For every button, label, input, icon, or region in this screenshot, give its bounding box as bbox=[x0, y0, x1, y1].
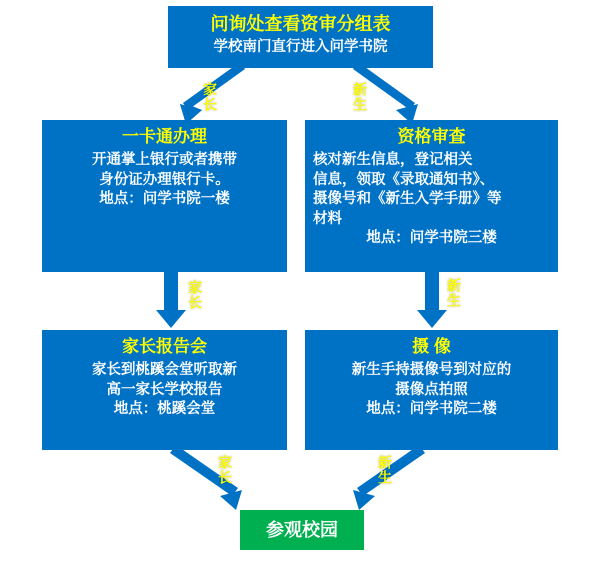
node-body-line: 材料 bbox=[313, 210, 342, 227]
node-body-line: 学校南门直行进入问学书院 bbox=[213, 39, 388, 56]
node-body-line: 家长到桃蹊会堂听取新 bbox=[92, 361, 237, 378]
node-body-line: 地点：问学书院一楼 bbox=[99, 191, 230, 208]
node-body bbox=[176, 38, 425, 58]
arrow-label-top-to-card: 家长 bbox=[202, 82, 218, 112]
node-title: 资格审查 bbox=[397, 127, 466, 146]
node-body bbox=[50, 151, 279, 210]
node-body-line: 新生手持摄像号到对应的 bbox=[351, 361, 512, 378]
arrow-card-to-parent bbox=[152, 272, 192, 330]
node-title: 家长报告会 bbox=[122, 337, 207, 356]
node-body-line: 信息，领取《录取通知书》、 bbox=[313, 171, 495, 188]
arrow-parent-to-end bbox=[160, 450, 270, 512]
node-body-line: 开通掌上银行或者携带 bbox=[92, 151, 237, 168]
node-title: 摄 像 bbox=[412, 337, 451, 356]
node-body-line: 身份证办理银行卡。 bbox=[99, 171, 230, 188]
node-body bbox=[313, 151, 550, 249]
arrow-label-top-to-qual: 新生 bbox=[352, 82, 368, 112]
node-photo-capture[interactable] bbox=[305, 330, 558, 450]
node-body bbox=[313, 361, 550, 420]
node-parent-meeting[interactable] bbox=[42, 330, 287, 450]
node-campus-tour[interactable] bbox=[240, 510, 364, 550]
node-body bbox=[50, 361, 279, 420]
arrow-label-parent-to-end: 家长 bbox=[217, 455, 233, 485]
node-body-line: 地点：问学书院三楼 bbox=[366, 230, 497, 247]
node-card-processing[interactable] bbox=[42, 120, 287, 272]
arrow-label-photo-to-end: 新生 bbox=[377, 455, 393, 485]
node-qualification-review[interactable] bbox=[305, 120, 558, 272]
node-body-line: 高一家长学校报告 bbox=[106, 381, 223, 398]
node-body-line: 摄像点拍照 bbox=[395, 381, 468, 398]
node-title: 参观校园 bbox=[266, 520, 338, 540]
arrow-label-qual-to-photo: 新生 bbox=[446, 278, 462, 308]
node-body-line: 地点：问学书院二楼 bbox=[366, 401, 497, 418]
node-title: 一卡通办理 bbox=[122, 127, 207, 146]
node-body-line: 地点：桃蹊会堂 bbox=[113, 401, 216, 418]
arrow-label-card-to-parent: 家长 bbox=[187, 280, 203, 310]
node-title: 问询处查看资审分组表 bbox=[210, 14, 391, 34]
node-body-line: 摄像号和《新生入学手册》等 bbox=[313, 191, 502, 208]
node-inquiry-desk[interactable] bbox=[168, 6, 433, 68]
node-body-line: 核对新生信息，登记相关 bbox=[313, 151, 473, 168]
